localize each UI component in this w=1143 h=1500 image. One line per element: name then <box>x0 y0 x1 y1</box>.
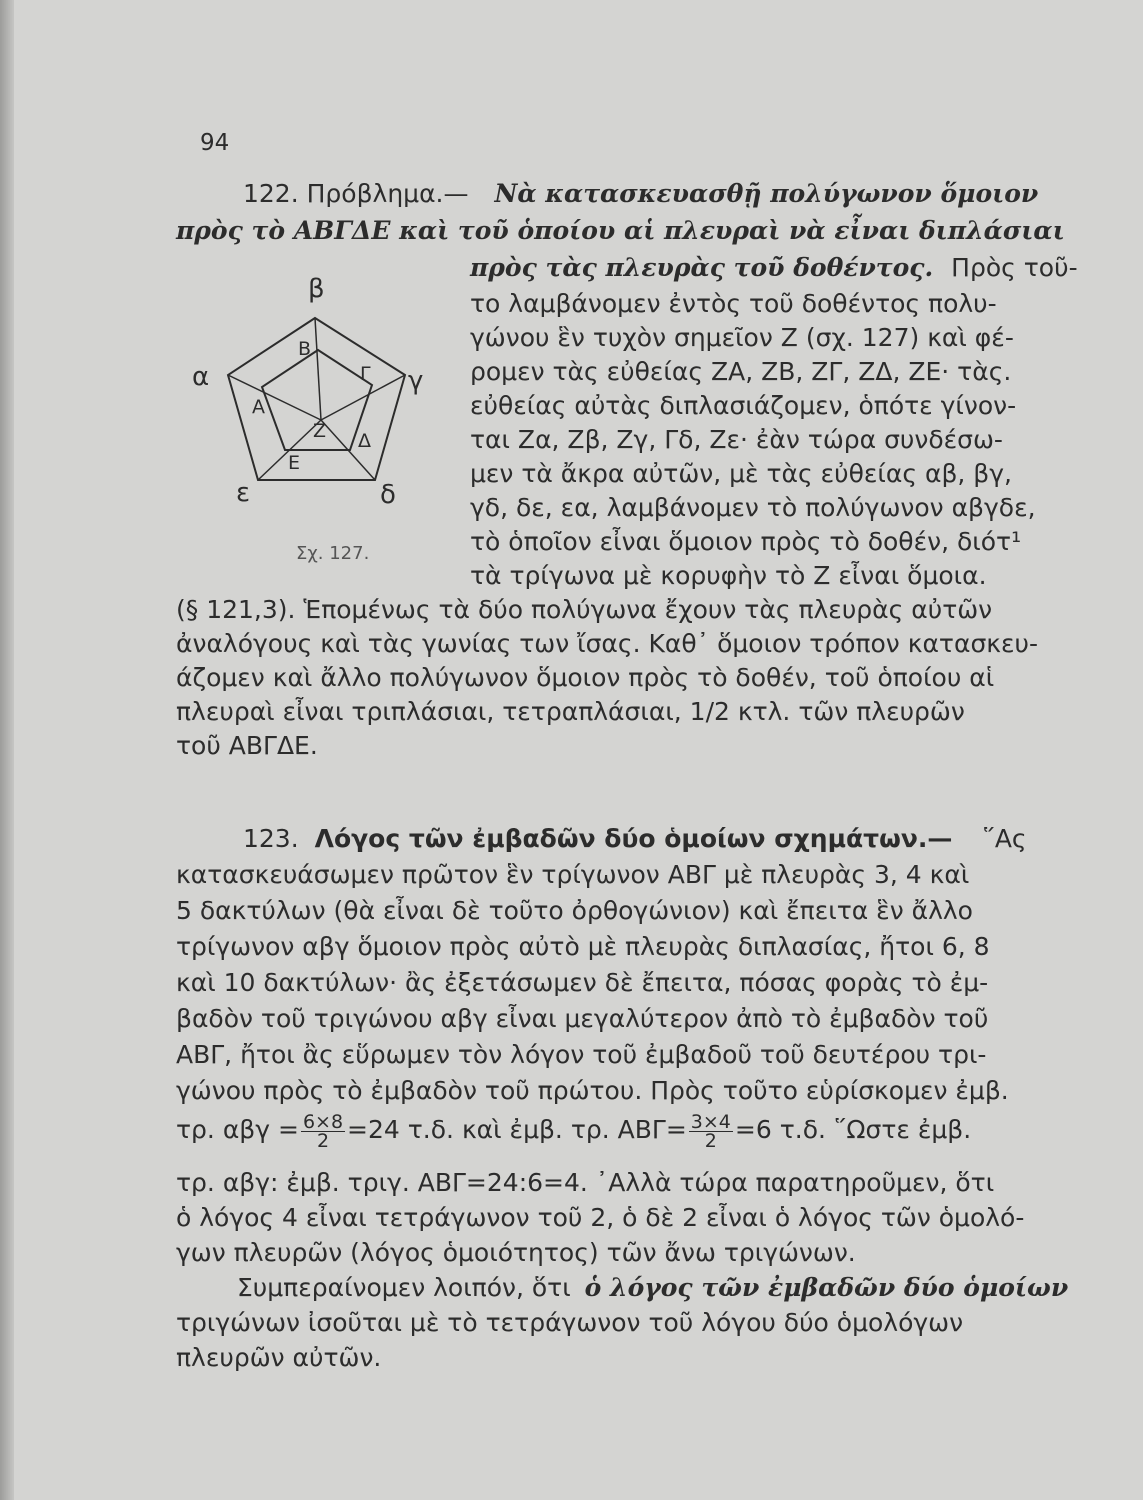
text-line: ρομεν τὰς εὐθείας ΖΑ, ΖΒ, ΖΓ, ΖΔ, ΖΕ· τὰς. <box>470 357 1012 386</box>
vertex-label-alpha: α <box>192 362 210 392</box>
vertex-label-beta: β <box>308 274 325 304</box>
fraction-denominator: 2 <box>704 1129 717 1152</box>
ray-z-alpha <box>228 375 321 420</box>
text-line: τριγώνων ἰσοῦται μὲ τὸ τετράγωνον τοῦ λόγου δύο ὁμολόγων <box>176 1308 964 1337</box>
text-line: τρίγωνον αβγ ὅμοιον πρὸς αὐτὸ μὲ πλευρὰς διπλασίας, ἤτοι 6, 8 <box>176 932 990 961</box>
text-line: εὐθείας αὐτὰς διπλασιάζομεν, ὁπότε γίνον- <box>470 391 1017 420</box>
problem-122-statement <box>176 215 1072 247</box>
page-number: 94 <box>200 130 230 156</box>
vertex-label-A: Α <box>252 396 265 418</box>
area-formula <box>176 1100 971 1160</box>
problem-122-statement-line: πρὸς τὸ ΑΒΓΔΕ καὶ τοῦ ὁποίου αἱ πλευραὶ νὰ εἶναι διπλάσιαι <box>176 216 1065 245</box>
problem-122-statement-end: πρὸς τὰς πλευρὰς τοῦ δοθέντος. <box>470 253 934 282</box>
text-line: άζομεν καὶ ἄλλο πολύγωνον ὅμοιον πρὸς τὸ δοθέν, τοῦ ὁποίου αἱ <box>176 663 995 692</box>
problem-122-line3 <box>470 252 1078 284</box>
page-binding-edge <box>0 0 14 1500</box>
formula-text: =6 τ.δ. ῞Ωστε ἐμβ. <box>734 1115 972 1144</box>
figure-caption: Σχ. 127. <box>296 543 370 564</box>
section-123-text-start: ῞Ας <box>982 824 1027 853</box>
formula-text: =24 τ.δ. καὶ ἐμβ. τρ. ΑΒΓ= <box>347 1115 687 1144</box>
ray-z-beta <box>315 318 321 420</box>
conclusion-line <box>237 1272 1068 1304</box>
text-line: γώνου ἓν τυχὸν σημεῖον Ζ (σχ. 127) καὶ φέ- <box>470 323 1014 352</box>
vertex-label-Delta: Δ <box>358 430 371 452</box>
text-line: ὁ λόγος 4 εἶναι τετράγωνον τοῦ 2, ὁ δὲ 2 εἶναι ὁ λόγος τῶν ὁμολό- <box>176 1203 1025 1232</box>
conclusion-text: Συμπεραίνομεν λοιπόν, ὅτι <box>237 1273 571 1302</box>
text-line: γώνου πρὸς τὸ ἐμβαδὸν τοῦ πρώτου. Πρὸς τοῦτο εὑρίσκομεν ἐμβ. <box>176 1076 1009 1105</box>
fraction-numerator: 6×8 <box>302 1110 344 1133</box>
problem-122-title <box>243 178 1038 210</box>
text-line: τὰ τρίγωνα μὲ κορυφὴν τὸ Ζ εἶναι ὅμοια. <box>470 561 987 590</box>
text-line: πλευραὶ εἶναι τριπλάσιαι, τετραπλάσιαι, 1/2 κτλ. τῶν πλευρῶν <box>176 697 965 726</box>
text-line: (§ 121,3). Ἑπομένως τὰ δύο πολύγωνα ἔχουν τὰς πλευρὰς αὐτῶν <box>176 595 993 624</box>
vertex-label-epsilon: ε <box>236 478 251 508</box>
section-123-number: 123. <box>243 824 299 853</box>
vertex-label-B: Β <box>298 338 312 360</box>
problem-122-number: 122. Πρόβλημα.— <box>243 179 469 208</box>
problem-122-statement-start: Νὰ κατασκευασθῇ πολύγωνον ὅμοιον <box>494 179 1039 208</box>
text-line: γων πλευρῶν (λόγος ὁμοιότητος) τῶν ἄνω τριγώνων. <box>176 1238 856 1267</box>
text-line: γδ, δε, εα, λαμβάνομεν τὸ πολύγωνον αβγδε, <box>470 493 1036 522</box>
section-123-heading <box>243 823 1027 855</box>
text-line: κατασκευάσωμεν πρῶτον ἓν τρίγωνον ΑΒΓ μὲ πλευρὰς 3, 4 καὶ <box>176 860 970 889</box>
text-line: ΑΒΓ, ἤτοι ἂς εὕρωμεν τὸν λόγον τοῦ ἐμβαδοῦ τοῦ δευτέρου τρι- <box>176 1040 987 1069</box>
fraction-denominator: 2 <box>316 1129 330 1152</box>
conclusion-emphasis: ὁ λόγος τῶν ἐμβαδῶν δύο ὁμοίων <box>584 1273 1069 1302</box>
text-line: ται Ζα, Ζβ, Ζγ, Γδ, Ζε· ἐὰν τώρα συνδέσω- <box>470 425 1003 454</box>
text-line: 5 δακτύλων (θὰ εἶναι δὲ τοῦτο ὀρθογώνιον) καὶ ἔπειτα ἓν ἄλλο <box>176 896 973 925</box>
vertex-label-gamma: γ <box>408 366 424 396</box>
text-line: ἀναλόγους καὶ τὰς γωνίας των ἴσας. Καθ᾽ ὅμοιον τρόπον κατασκευ- <box>176 629 1039 658</box>
problem-122-text: Πρὸς τοῦ- <box>951 253 1078 282</box>
fraction-numerator: 3×4 <box>690 1110 731 1133</box>
text-line: καὶ 10 δακτύλων· ἂς ἐξετάσωμεν δὲ ἔπειτα, πόσας φορὰς τὸ ἐμ- <box>176 968 989 997</box>
text-line: βαδὸν τοῦ τριγώνου αβγ εἶναι μεγαλύτερον ἀπὸ τὸ ἐμβαδὸν τοῦ <box>176 1004 989 1033</box>
figure-127 <box>180 274 430 580</box>
vertex-label-E: Ε <box>288 452 301 474</box>
text-line: πλευρῶν αὐτῶν. <box>176 1343 382 1372</box>
vertex-label-Gamma: Γ <box>360 363 371 385</box>
text-line: τοῦ ΑΒΓΔΕ. <box>176 731 318 760</box>
text-line: το λαμβάνομεν ἐντὸς τοῦ δοθέντος πολυ- <box>470 289 997 318</box>
text-line: τρ. αβγ: ἐμβ. τριγ. ΑΒΓ=24:6=4. ᾽Αλλὰ τώρα παρατηροῦμεν, ὅτι <box>176 1168 995 1197</box>
text-line: μεν τὰ ἄκρα αὐτῶν, μὲ τὰς εὐθείας αβ, βγ, <box>470 459 1012 488</box>
formula-text: τρ. αβγ = <box>176 1115 299 1144</box>
section-123-title: Λόγος τῶν ἐμβαδῶν δύο ὁμοίων σχημάτων.— <box>314 824 953 853</box>
center-label-Z: Ζ <box>313 420 327 442</box>
text-line: τὸ ὁποῖον εἶναι ὅμοιον πρὸς τὸ δοθέν, διότ¹ <box>470 527 1022 556</box>
fraction-3x4-over-2 <box>689 1110 733 1152</box>
vertex-label-delta: δ <box>380 480 396 510</box>
fraction-6x8-over-2 <box>301 1110 345 1152</box>
